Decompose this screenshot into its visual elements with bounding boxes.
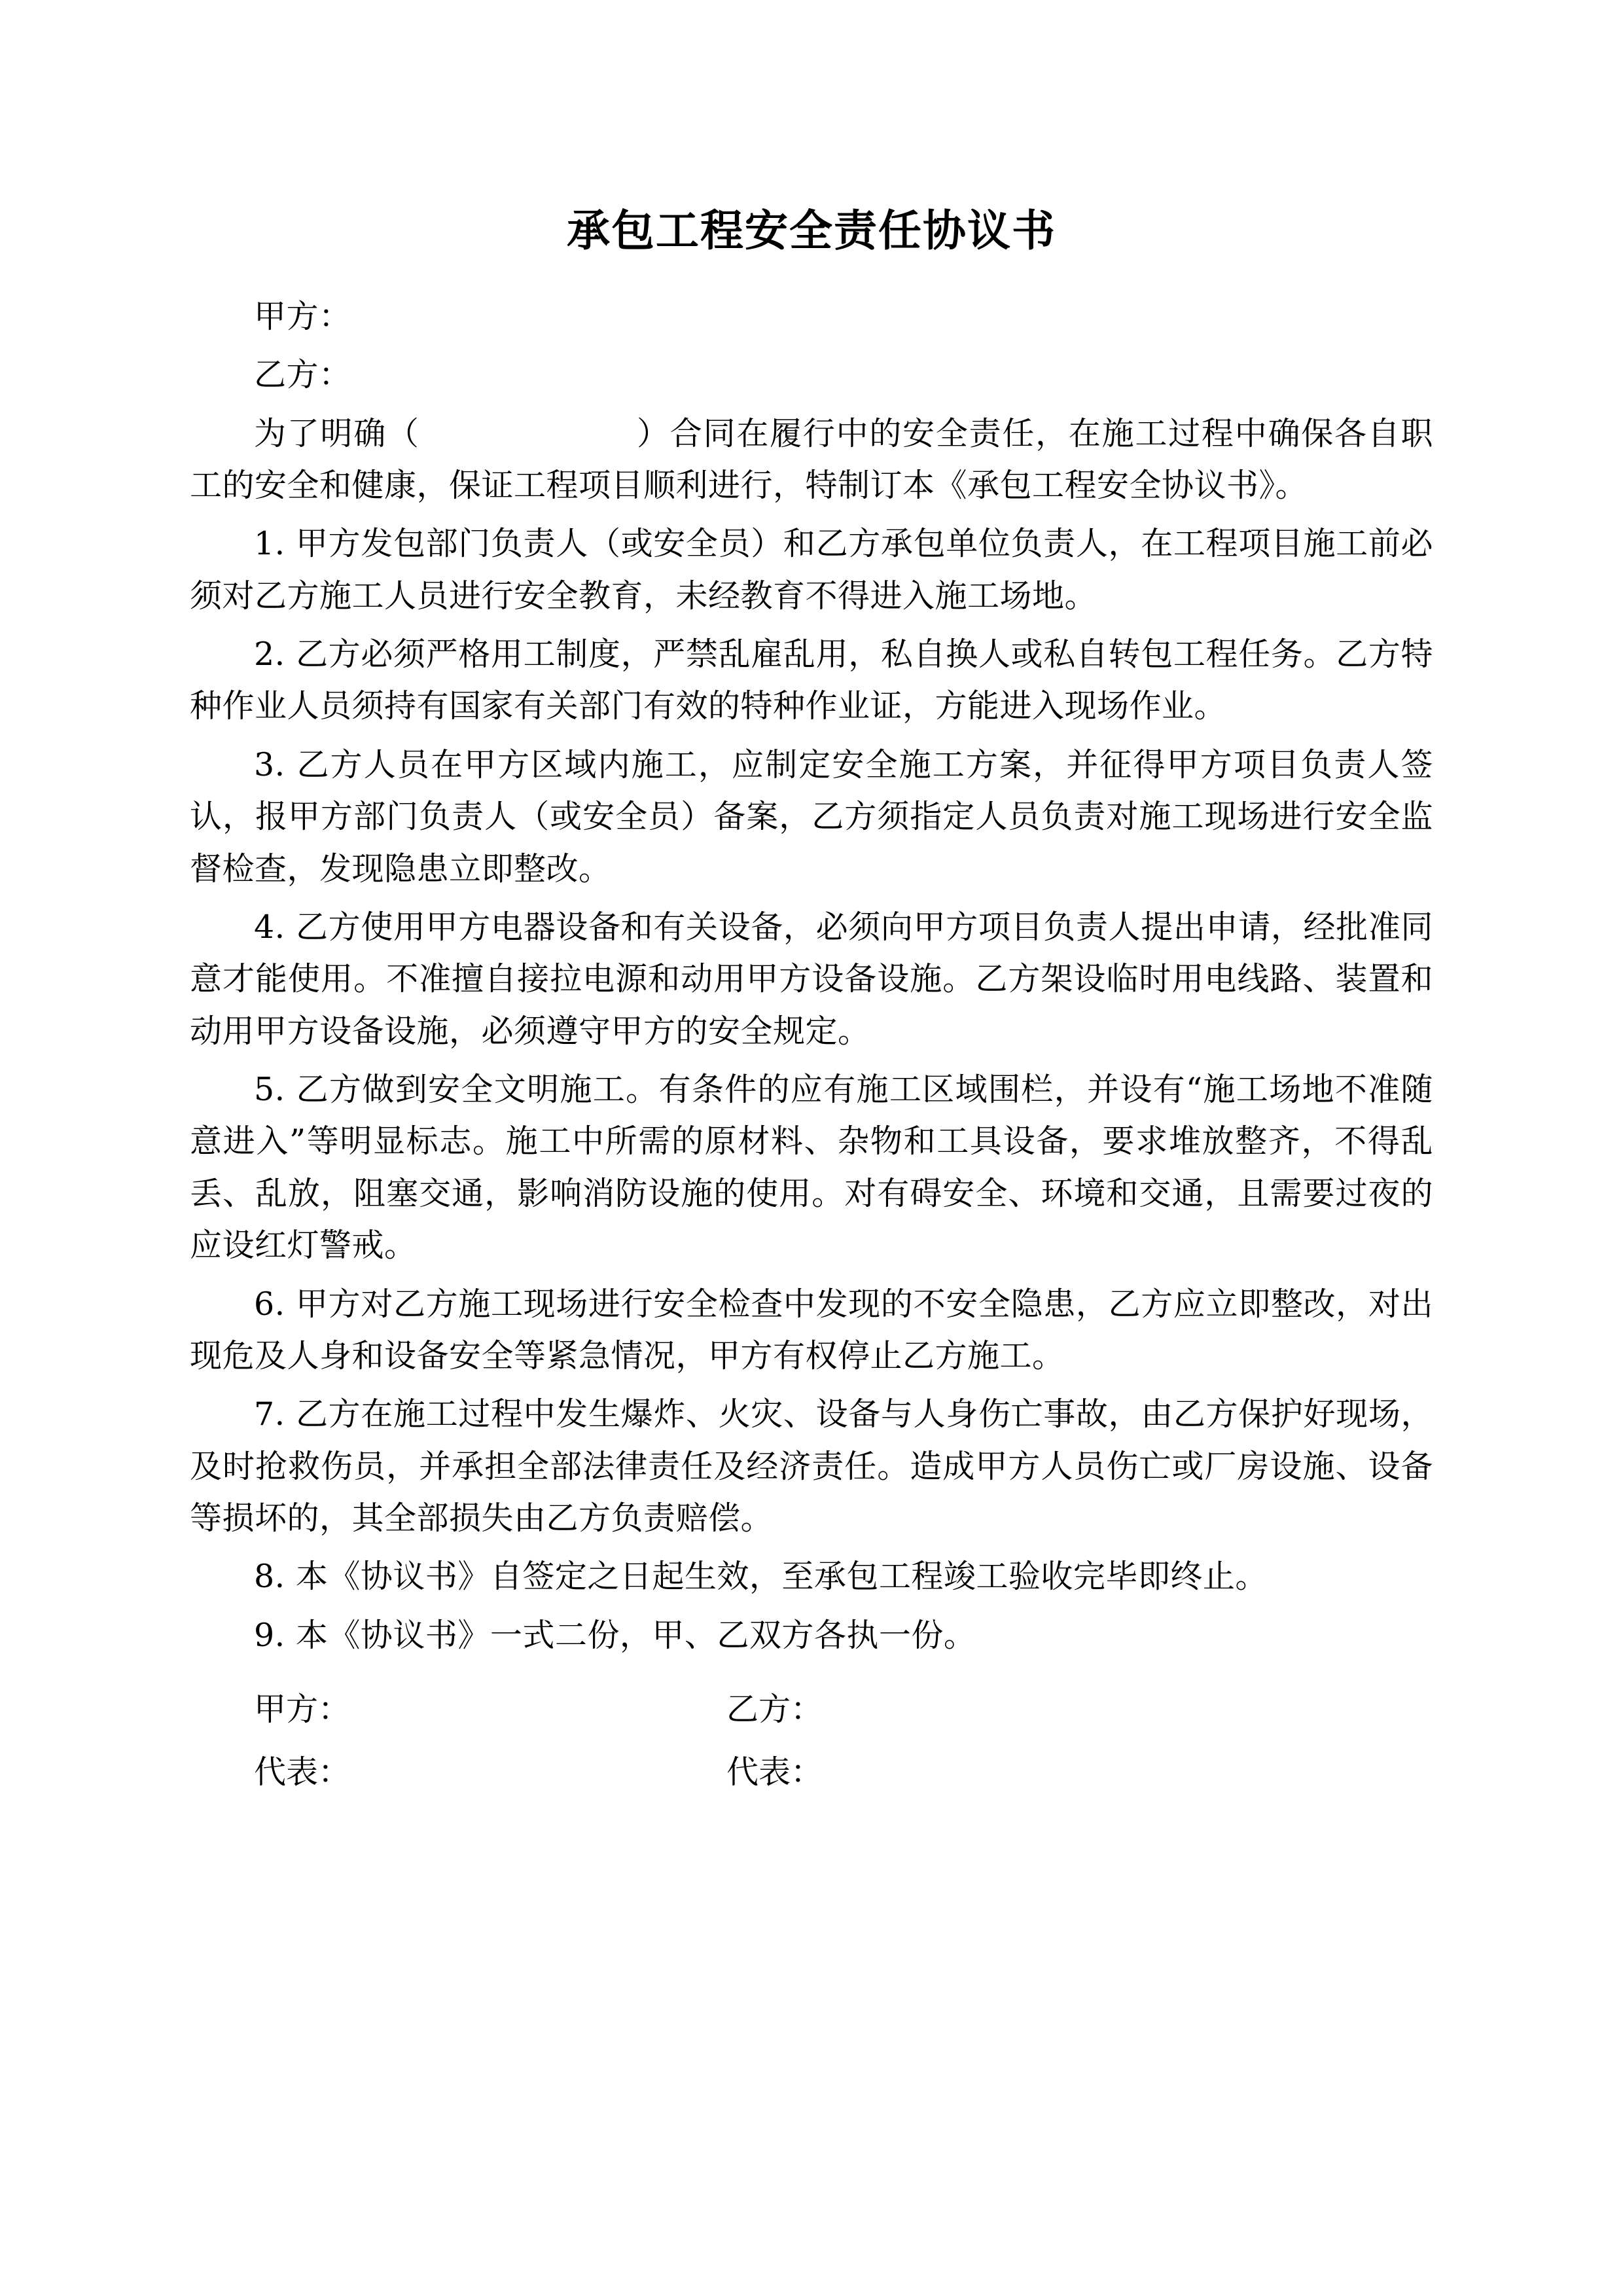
clause-3: 3. 乙方人员在甲方区域内施工，应制定安全施工方案，并征得甲方项目负责人签认，报甲方部门负责人（或安全员）备案，乙方须指定人员负责对施工现场进行安全监督检查，发现隐患立即整改。: [190, 745, 1433, 888]
clause-1: 1. 甲方发包部门负责人（或安全员）和乙方承包单位负责人，在工程项目施工前必须对乙方施工人员进行安全教育，未经教育不得进入施工场地。: [190, 525, 1433, 615]
party-a-line: 甲方：: [254, 297, 351, 335]
preamble-lead: 为了明确（: [254, 414, 420, 452]
signature-rep-a: 代表：: [254, 1753, 351, 1791]
clause-9: 9. 本《协议书》一式二份，甲、乙双方各执一份。: [254, 1616, 976, 1654]
clause-5: 5. 乙方做到安全文明施工。有条件的应有施工区域围栏，并设有“施工场地不准随意进入”等明显标志。施工中所需的原材料、杂物和工具设备，要求堆放整齐，不得乱丢、乱放，阻塞交通，影响消防设施的使用。对有碍安全、环境和交通，且需要过夜的应设红灯警戒。: [190, 1071, 1433, 1265]
clause-8: 8. 本《协议书》自签定之日起生效，至承包工程竣工验收完毕即终止。: [254, 1558, 1268, 1596]
preamble-rest: ）合同在履行中的安全责任，在施工过程中确保各自职工的安全和健康，保证工程项目顺利进行，特制订本《承包工程安全协议书》。: [190, 414, 1433, 504]
signature-party-row: [190, 1683, 1433, 1735]
preamble-paragraph: [190, 408, 1433, 512]
clause-2: 2. 乙方必须严格用工制度，严禁乱雇乱用，私自换人或私自转包工程任务。乙方特种作业人员须持有国家有关部门有效的特种作业证，方能进入现场作业。: [190, 636, 1433, 725]
signature-party-a: 甲方：: [254, 1691, 351, 1729]
page-title: 承包工程安全责任协议书: [567, 206, 1056, 256]
signature-rep-b: 代表：: [726, 1753, 823, 1791]
signature-block: [190, 1683, 1433, 1798]
clause-4: 4. 乙方使用甲方电器设备和有关设备，必须向甲方项目负责人提出申请，经批准同意才能使用。不准擅自接拉电源和动用甲方设备设施。乙方架设临时用电线路、装置和动用甲方设备设施，必须遵守甲方的安全规定。: [190, 908, 1433, 1050]
signature-rep-row: [190, 1746, 1433, 1798]
party-b-line: 乙方：: [254, 356, 351, 394]
clause-7: 7. 乙方在施工过程中发生爆炸、火灾、设备与人身伤亡事故，由乙方保护好现场，及时抢救伤员，并承担全部法律责任及经济责任。造成甲方人员伤亡或厂房设施、设备等损坏的，其全部损失由乙方负责赔偿。: [190, 1395, 1433, 1537]
signature-party-b: 乙方：: [726, 1691, 823, 1729]
clause-6: 6. 甲方对乙方施工现场进行安全检查中发现的不安全隐患，乙方应立即整改，对出现危及人身和设备安全等紧急情况，甲方有权停止乙方施工。: [190, 1285, 1433, 1374]
